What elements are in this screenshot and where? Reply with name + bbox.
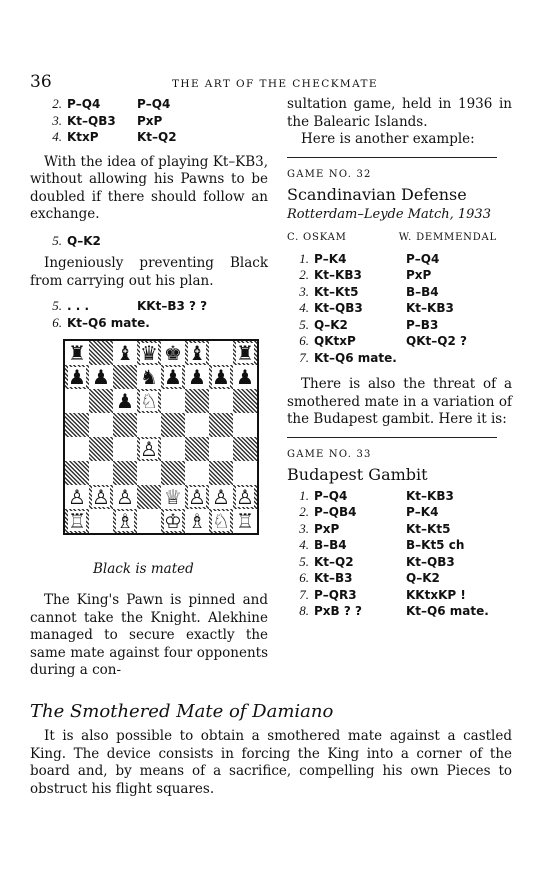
move-number: 5.	[299, 553, 309, 569]
board-square	[113, 341, 137, 365]
chess-piece-icon: ♙	[236, 485, 254, 509]
move-number: 3.	[299, 283, 309, 299]
section-title: The Smothered Mate of Damiano	[30, 701, 334, 722]
page-number: 36	[30, 72, 52, 92]
black-move: P–Q4	[406, 251, 440, 266]
board-square	[185, 413, 209, 437]
move-row	[291, 300, 512, 317]
divider	[287, 157, 497, 158]
paragraph: With the idea of playing Kt–KB3, without allowing his Pawns to be doubled if there should follow an exchange.	[30, 153, 268, 222]
board-square	[137, 437, 161, 461]
move-row: 5. Q–K2	[52, 232, 101, 248]
board-square	[89, 437, 113, 461]
board-square	[65, 365, 89, 389]
board-square	[137, 341, 161, 365]
board-square	[89, 509, 113, 533]
board-square	[185, 509, 209, 533]
move-number: 6.	[299, 570, 309, 585]
board-square	[137, 461, 161, 485]
board-square	[161, 485, 185, 509]
chess-piece-icon: ♘	[212, 509, 230, 533]
board-square	[65, 437, 89, 461]
paragraph: It is also possible to obtain a smothered mate against a castled King. The device consists in forcing the King into a corner of the board and, by means of a sacrifice, compelling his own Pieces to obstruct his flight squares.	[30, 728, 512, 797]
board-square	[137, 389, 161, 413]
white-move: P–QR3	[314, 587, 357, 602]
white-move: P–QB4	[314, 505, 357, 519]
move-number: 5.	[299, 316, 309, 332]
chess-piece-icon: ♙	[140, 437, 158, 461]
board-square	[65, 461, 89, 485]
board-square	[65, 341, 89, 365]
board-square	[89, 341, 113, 365]
board-square	[185, 437, 209, 461]
black-move: B–Kt5 ch	[406, 538, 465, 552]
white-move: B–B4	[314, 538, 347, 552]
chess-piece-icon: ♟	[68, 365, 86, 389]
game-number: GAME NO. 32	[287, 168, 372, 180]
white-move: Kt–QB3	[314, 301, 363, 315]
chess-piece-icon: ♟	[92, 365, 110, 389]
board-square	[233, 413, 257, 437]
move-row: 3. Kt–QB3 PxP	[52, 112, 163, 128]
board-square	[113, 365, 137, 389]
black-move: PxP	[406, 268, 432, 282]
move-row	[291, 521, 512, 538]
black-move: Kt–KB3	[406, 301, 454, 315]
game33-moves	[291, 488, 512, 620]
move-row	[291, 504, 512, 521]
match-info: Rotterdam–Leyde Match, 1933	[287, 206, 491, 222]
white-move: Kt–Kt5	[314, 284, 359, 299]
move-number: 3.	[299, 520, 309, 536]
black-move: Kt–Q6 mate.	[406, 604, 489, 618]
white-move: Kt–B3	[314, 571, 353, 585]
move-number: 6.	[299, 333, 309, 348]
white-move: Q–K2	[314, 317, 348, 332]
game-number: GAME NO. 33	[287, 448, 372, 460]
move-row	[291, 554, 512, 571]
board-square	[161, 461, 185, 485]
move-number: 1.	[299, 250, 309, 266]
chess-piece-icon: ♟	[236, 365, 254, 389]
board-square	[65, 413, 89, 437]
chess-piece-icon: ♟	[164, 365, 182, 389]
chess-piece-icon: ♞	[140, 365, 158, 389]
board-square	[209, 365, 233, 389]
move-number: 4.	[299, 537, 309, 552]
move-row	[291, 284, 512, 301]
chess-piece-icon: ♙	[212, 485, 230, 509]
board-square	[209, 461, 233, 485]
players	[287, 229, 497, 247]
board-square	[65, 509, 89, 533]
board-square	[209, 437, 233, 461]
black-move: B–B4	[406, 284, 439, 299]
board-square	[137, 365, 161, 389]
board-caption: Black is mated	[93, 561, 194, 577]
move-row	[291, 488, 512, 505]
board-square	[137, 413, 161, 437]
chess-piece-icon: ♕	[164, 485, 182, 509]
left-column-bottom	[30, 592, 268, 680]
divider	[287, 437, 497, 438]
chess-piece-icon: ♚	[164, 341, 182, 365]
board-square	[137, 509, 161, 533]
white-move: QKtxP	[314, 334, 356, 348]
bottom-paragraph	[30, 728, 512, 798]
board-square	[89, 389, 113, 413]
move-number: 2.	[299, 267, 309, 282]
move-row	[291, 333, 512, 350]
board-square	[209, 509, 233, 533]
board-square	[185, 389, 209, 413]
board-square	[161, 365, 185, 389]
paragraph: Here is another example:	[301, 131, 475, 147]
board-square	[161, 413, 185, 437]
board-square	[209, 485, 233, 509]
game32-moves	[291, 251, 512, 367]
board-square	[113, 461, 137, 485]
board-square	[185, 485, 209, 509]
paragraph: sultation game, held in 1936 in the Balearic Islands.	[287, 96, 512, 130]
move-row	[291, 251, 512, 268]
chess-piece-icon: ♝	[188, 341, 206, 365]
move-number: 7.	[299, 349, 309, 365]
board-square	[89, 461, 113, 485]
move-number: 2.	[299, 504, 309, 519]
black-move: P–B3	[406, 317, 439, 332]
move-row	[291, 267, 512, 284]
board-square	[113, 413, 137, 437]
move-list-1	[44, 96, 268, 146]
move-number: 7.	[299, 586, 309, 602]
chess-piece-icon: ♛	[140, 341, 158, 365]
move-row: 4. KtxP Kt–Q2	[52, 129, 177, 144]
board-square	[113, 485, 137, 509]
black-move: Q–K2	[406, 571, 440, 585]
running-title: THE ART OF THE CHECKMATE	[172, 78, 378, 90]
board-square	[113, 509, 137, 533]
board-square	[233, 365, 257, 389]
move-row	[291, 537, 512, 554]
opening-title: Scandinavian Defense	[287, 185, 467, 204]
board-square	[233, 389, 257, 413]
board-square	[161, 341, 185, 365]
board-square	[65, 485, 89, 509]
board-square	[65, 389, 89, 413]
chess-board	[63, 339, 259, 535]
white-move: P–Q4	[314, 488, 348, 503]
board-square	[233, 341, 257, 365]
move-row	[291, 317, 512, 334]
black-move	[406, 350, 512, 367]
white-move: PxB ? ?	[314, 604, 362, 618]
opening-title: Budapest Gambit	[287, 465, 428, 484]
board-square	[161, 389, 185, 413]
move-row	[291, 350, 512, 367]
board-square	[89, 413, 113, 437]
chess-piece-icon: ♙	[188, 485, 206, 509]
move-row: 5. . . . KKt–B3 ? ?	[52, 298, 208, 313]
board-square	[161, 437, 185, 461]
chess-piece-icon: ♗	[188, 509, 206, 533]
white-move: PxP	[314, 521, 340, 536]
black-move: P–K4	[406, 505, 439, 519]
move-row	[291, 603, 512, 620]
white-player: C. OSKAM	[287, 232, 347, 243]
move-number: 4.	[299, 300, 309, 315]
board-square	[137, 485, 161, 509]
chess-piece-icon: ♙	[116, 485, 134, 509]
chess-piece-icon: ♖	[68, 509, 86, 533]
right-column	[287, 96, 512, 620]
board-square	[185, 365, 209, 389]
white-move: Kt–Q6 mate.	[314, 350, 397, 365]
chess-piece-icon: ♟	[188, 365, 206, 389]
board-square	[209, 413, 233, 437]
chess-piece-icon: ♟	[212, 365, 230, 389]
black-move: QKt–Q2 ?	[406, 334, 467, 348]
black-move: Kt–Kt5	[406, 521, 451, 536]
chess-piece-icon: ♔	[164, 509, 182, 533]
white-move: Kt–Q2	[314, 554, 354, 569]
board-square	[89, 365, 113, 389]
board-square	[113, 437, 137, 461]
move-number: 8.	[299, 603, 309, 618]
black-player: W. DEMMENDAL	[398, 232, 497, 243]
chess-piece-icon: ♙	[92, 485, 110, 509]
board-square	[113, 389, 137, 413]
black-move: KKtxKP !	[406, 587, 466, 602]
board-square	[89, 485, 113, 509]
board-square	[185, 341, 209, 365]
board-square	[209, 389, 233, 413]
chess-piece-icon: ♝	[116, 341, 134, 365]
chess-piece-icon: ♖	[236, 509, 254, 533]
move-number: 1.	[299, 487, 309, 503]
move-row: 2. P–Q4 P–Q4	[52, 96, 171, 111]
board-square	[209, 341, 233, 365]
black-move: Kt–QB3	[406, 554, 455, 569]
board-square	[233, 485, 257, 509]
board-square	[185, 461, 209, 485]
board-square	[233, 437, 257, 461]
move-row: 6. Kt–Q6 mate.	[52, 314, 150, 330]
paragraph: There is also the threat of a smothered mate in a variation of the Budapest gambit. Here it is:	[287, 376, 512, 427]
move-row	[291, 570, 512, 587]
chess-piece-icon: ♘	[140, 389, 158, 413]
white-move: Kt–KB3	[314, 268, 362, 282]
chess-piece-icon: ♜	[236, 341, 254, 365]
left-column	[30, 96, 268, 331]
board-square	[233, 509, 257, 533]
chess-piece-icon: ♗	[116, 509, 134, 533]
paragraph: Ingeniously preventing Black from carrying out his plan.	[30, 255, 268, 289]
white-move: P–K4	[314, 251, 347, 266]
paragraph: The King's Pawn is pinned and cannot take the Knight. Alekhine managed to secure exactly the same mate against four opponents during a con-	[30, 592, 268, 678]
move-row	[291, 587, 512, 604]
chess-piece-icon: ♟	[116, 389, 134, 413]
chess-piece-icon: ♜	[68, 341, 86, 365]
black-move: Kt–KB3	[406, 488, 454, 503]
board-square	[233, 461, 257, 485]
move-list-2	[44, 298, 268, 331]
chess-piece-icon: ♙	[68, 485, 86, 509]
board-square	[161, 509, 185, 533]
